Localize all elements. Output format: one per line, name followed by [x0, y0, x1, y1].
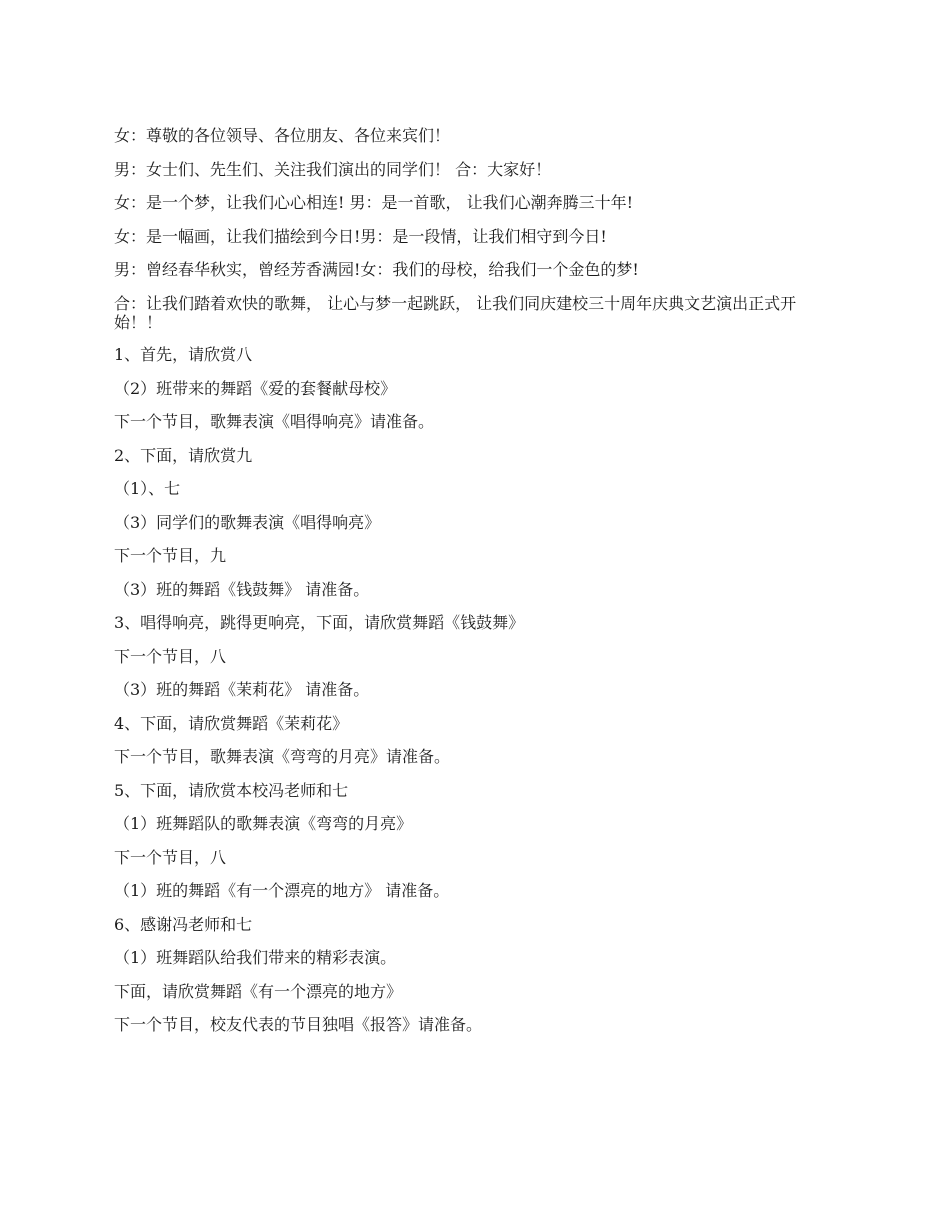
paragraph-10: 2、下面，请欣赏九 — [114, 445, 253, 465]
paragraph-1: 女：尊敬的各位领导、各位朋友、各位来宾们！ — [114, 126, 451, 145]
paragraph-16: 下一个节目，八 — [114, 646, 227, 666]
paragraph-3: 女：是一个梦，让我们心心相连! 男：是一首歌， 让我们心潮奔腾三十年! — [114, 193, 634, 212]
paragraph-21: （1）班舞蹈队的歌舞表演《弯弯的月亮》 — [114, 814, 413, 833]
document-page — [114, 126, 844, 1049]
paragraph-20: 5、下面，请欣赏本校冯老师和七 — [114, 780, 349, 800]
paragraph-18: 4、下面，请欣赏舞蹈《茉莉花》 — [114, 713, 349, 733]
paragraph-13: 下一个节目，九 — [114, 546, 227, 565]
paragraph-12: （3）同学们的歌舞表演《唱得响亮》 — [114, 512, 381, 532]
paragraph-11: （1）、七 — [114, 479, 181, 498]
paragraph-25: （1）班舞蹈队给我们带来的精彩表演。 — [114, 948, 397, 967]
paragraph-19: 下一个节目，歌舞表演《弯弯的月亮》请准备。 — [114, 747, 451, 766]
paragraph-27: 下一个节目，校友代表的节目独唱《报答》请准备。 — [114, 1015, 483, 1034]
paragraph-6: 合：让我们踏着欢快的歌舞， 让心与梦一起跳跃， 让我们同庆建校三十周年庆典文艺演出正式开始！！ — [114, 293, 797, 332]
paragraph-8: （2）班带来的舞蹈《爱的套餐献母校》 — [114, 378, 397, 398]
paragraph-26: 下面，请欣赏舞蹈《有一个漂亮的地方》 — [114, 981, 403, 1001]
paragraph-7: 1、首先，请欣赏八 — [114, 345, 253, 364]
paragraph-2: 男：女士们、先生们、关注我们演出的同学们！ 合：大家好！ — [114, 159, 552, 179]
paragraph-9: 下一个节目，歌舞表演《唱得响亮》请准备。 — [114, 412, 435, 431]
paragraph-24: 6、感谢冯老师和七 — [114, 914, 253, 934]
paragraph-5: 男：曾经春华秋实，曾经芳香满园!女：我们的母校，给我们一个金色的梦! — [114, 260, 639, 279]
paragraph-14: （3）班的舞蹈《钱鼓舞》 请准备。 — [114, 579, 370, 599]
paragraph-4: 女：是一幅画，让我们描绘到今日!男：是一段情，让我们相守到今日! — [114, 226, 607, 246]
paragraph-17: （3）班的舞蹈《茉莉花》 请准备。 — [114, 680, 370, 699]
paragraph-22: 下一个节目，八 — [114, 847, 227, 867]
paragraph-15: 3、唱得响亮，跳得更响亮，下面，请欣赏舞蹈《钱鼓舞》 — [114, 613, 525, 632]
paragraph-23: （1）班的舞蹈《有一个漂亮的地方》 请准备。 — [114, 881, 450, 900]
